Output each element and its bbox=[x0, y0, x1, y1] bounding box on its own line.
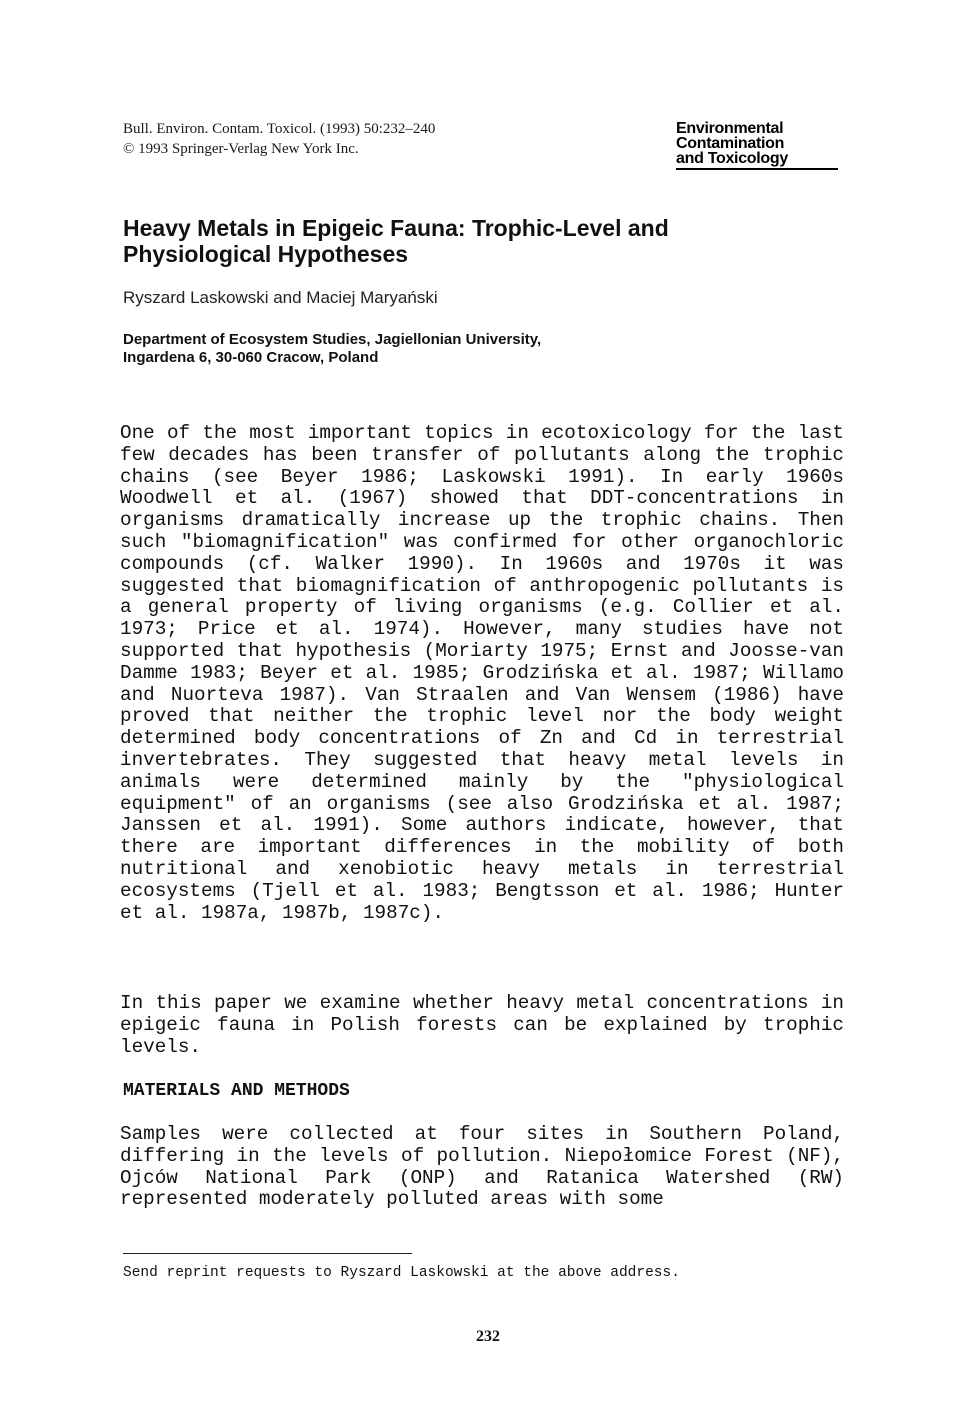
logo-line-1: Environmental bbox=[676, 120, 784, 137]
citation-line-1: Bull. Environ. Contam. Toxicol. (1993) 50:232–240 bbox=[123, 121, 436, 137]
paragraph-methods: Samples were collected at four sites in Southern Poland, differing in the levels of pollution. Niepołomice Forest (NF), Ojców National Park (ONP) and Ratanica Watershed (RW) represented moderately polluted areas with some bbox=[120, 1123, 844, 1211]
section-heading: MATERIALS AND METHODS bbox=[123, 1081, 350, 1101]
citation-line-2: © 1993 Springer-Verlag New York Inc. bbox=[123, 141, 359, 157]
footnote-divider bbox=[123, 1253, 412, 1254]
paragraph-aim: In this paper we examine whether heavy metal concentrations in epigeic fauna in Polish forests can be explained by trophic levels. bbox=[120, 992, 844, 1058]
title-line-1: Heavy Metals in Epigeic Fauna: Trophic-Level and bbox=[123, 215, 669, 241]
logo-line-2: Contamination bbox=[676, 135, 785, 152]
logo-underline bbox=[676, 168, 838, 170]
footnote: Send reprint requests to Ryszard Laskowski at the above address. bbox=[123, 1265, 680, 1281]
paragraph-intro: One of the most important topics in ecotoxicology for the last few decades has been transfer of pollutants along the trophic chains (see Beyer 1986; Laskowski 1991). In early 1960s Woodwell et al. (1967) showed that DDT-concentrations in organisms dramatically increase up the trophic chains. Then such "biomagnification" was confirmed for other organochloric compounds (cf. Walker 1990). In 1960s and 1970s it was suggested that biomagnification of anthropogenic pollutants is a general property of living organisms (e.g. Collier et al. 1973; Price et al. 1974). However, many studies have not supported that hypothesis (Moriarty 1975; Ernst and Joosse-van Damme 1983; Beyer et al. 1985; Grodzińska et al. 1987; Willamo and Nuorteva 1987). Van Straalen and Van Wensem (1986) have proved that neither the trophic level nor the body weight determined body concentrations of Zn and Cd in terrestrial invertebrates. They suggested that heavy metal levels in animals were determined mainly by the "physiological equipment" of an organisms (see also Grodzińska et al. 1987; Janssen et al. 1991). Some authors indicate, however, that there are important differences in the mobility of both nutritional and xenobiotic heavy metals in terrestrial ecosystems (Tjell et al. 1983; Bengtsson et al. 1986; Hunter et al. 1987a, 1987b, 1987c). bbox=[120, 422, 844, 924]
title-line-2: Physiological Hypotheses bbox=[123, 241, 409, 267]
affiliation-line-2: Ingardena 6, 30-060 Cracow, Poland bbox=[123, 349, 379, 366]
journal-logo bbox=[676, 121, 838, 170]
page-number: 232 bbox=[476, 1328, 500, 1345]
affiliation-line-1: Department of Ecosystem Studies, Jagiellonian University, bbox=[123, 331, 542, 348]
affiliation bbox=[123, 331, 541, 367]
article-title bbox=[123, 215, 823, 267]
logo-line-3: and Toxicology bbox=[676, 150, 788, 167]
authors: Ryszard Laskowski and Maciej Maryański bbox=[123, 288, 438, 307]
journal-citation bbox=[123, 119, 435, 159]
